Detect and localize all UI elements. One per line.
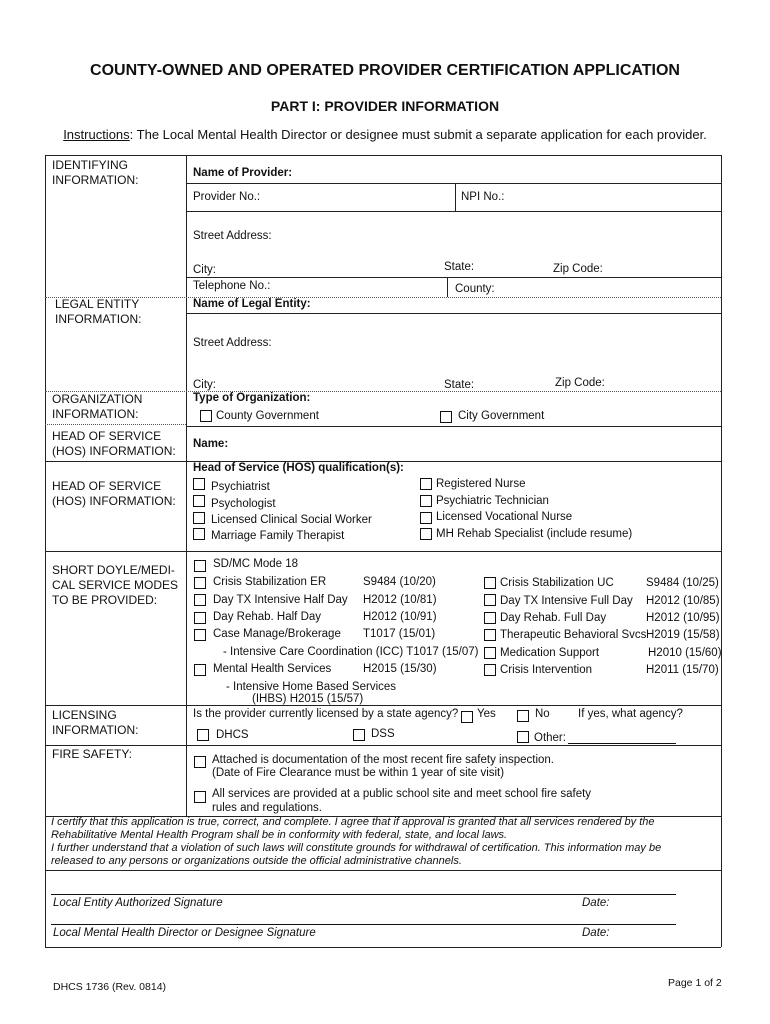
registered-nurse-checkbox[interactable] [420, 478, 432, 490]
psychologist-label: Psychologist [211, 498, 276, 510]
crisis-intervention-label: Crisis Intervention [500, 664, 593, 676]
county-label: County: [455, 283, 495, 295]
medication-support-checkbox[interactable] [484, 647, 496, 659]
left-divider-services [45, 551, 186, 552]
school-site-line2: rules and regulations. [212, 802, 322, 814]
mental-health-services-checkbox[interactable] [194, 664, 206, 676]
legal-state-label: State: [444, 379, 475, 391]
identifying-section-label: IDENTIFYING INFORMATION: [52, 158, 139, 187]
instructions-text: : The Local Mental Health Director or designee must submit a separate application for each provider. [129, 127, 707, 142]
school-site-line1: All services are provided at a public school site and meet school fire safety [212, 788, 592, 800]
licensed-no-checkbox[interactable] [517, 710, 529, 722]
day-rehab-full-label: Day Rehab. Full Day [500, 612, 607, 624]
left-divider-fire [45, 745, 186, 746]
certification-line4: released to any persons or organizations outside the official administrative channels. [51, 855, 462, 867]
crisis-stabilization-uc-label: Crisis Stabilization UC [500, 577, 614, 589]
mft-checkbox[interactable] [193, 528, 205, 540]
certification-line3: I further understand that a violation of such laws will constitute grounds for withdrawal of certification. This information may be [51, 842, 662, 854]
ihbs-label: - Intensive Home Based Services [226, 681, 397, 693]
licensed-no-label: No [535, 708, 550, 720]
legal-entity-row-divider [186, 313, 721, 314]
npi-divider [455, 183, 456, 211]
tbs-label: Therapeutic Behavioral Svcs [500, 629, 647, 641]
dss-checkbox[interactable] [353, 729, 365, 741]
day-tx-full-label: Day TX Intensive Full Day [500, 595, 633, 607]
type-of-organization-label: Type of Organization: [193, 392, 311, 404]
lcsw-label: Licensed Clinical Social Worker [211, 514, 372, 526]
form-title: COUNTY-OWNED AND OPERATED PROVIDER CERTIFICATION APPLICATION [90, 62, 680, 79]
dhcs-checkbox[interactable] [197, 729, 209, 741]
fire-inspection-line1: Attached is documentation of the most recent fire safety inspection. [212, 754, 554, 766]
case-manage-checkbox[interactable] [194, 629, 206, 641]
services-divider [186, 551, 721, 552]
city-label: City: [193, 264, 216, 276]
table-bottom-border [45, 947, 721, 948]
form-id: DHCS 1736 (Rev. 0814) [53, 981, 167, 993]
psychiatrist-checkbox[interactable] [193, 478, 205, 490]
column-divider [186, 155, 187, 817]
organization-section-label: ORGANIZATION INFORMATION: [52, 392, 143, 421]
day-tx-half-checkbox[interactable] [194, 594, 206, 606]
npi-no-label: NPI No.: [461, 191, 505, 203]
city-government-checkbox[interactable] [440, 411, 452, 423]
hos-qual-section-label: HEAD OF SERVICE (HOS) INFORMATION: [52, 479, 176, 508]
dss-label: DSS [371, 728, 395, 740]
psychiatrist-label: Psychiatrist [211, 481, 270, 493]
case-manage-code: T1017 (15/01) [363, 628, 436, 640]
ihbs-code: (IHBS) H2015 (15/57) [252, 693, 364, 705]
legal-entity-divider [45, 297, 721, 298]
hos-name-divider [186, 426, 721, 427]
legal-entity-section-label: LEGAL ENTITY INFORMATION: [55, 297, 142, 326]
day-tx-half-code: H2012 (10/81) [363, 594, 437, 606]
telephone-no-label: Telephone No.: [193, 280, 271, 292]
sdmc-mode-label: SD/MC Mode 18 [213, 558, 299, 570]
sdmc-mode-checkbox[interactable] [194, 560, 206, 572]
lcsw-checkbox[interactable] [193, 512, 205, 524]
page-number: Page 1 of 2 [668, 977, 722, 989]
licensing-section-label: LICENSING INFORMATION: [52, 708, 139, 737]
psychologist-checkbox[interactable] [193, 495, 205, 507]
day-tx-full-checkbox[interactable] [484, 594, 496, 606]
hos-name-section-label: HEAD OF SERVICE (HOS) INFORMATION: [52, 429, 176, 458]
hos-name-label: Name: [193, 438, 229, 450]
day-tx-full-code: H2012 (10/85) [646, 595, 720, 607]
school-site-checkbox[interactable] [194, 791, 206, 803]
county-government-checkbox[interactable] [200, 410, 212, 422]
psychiatric-technician-label: Psychiatric Technician [436, 495, 549, 507]
entity-signature-date-label: Date: [582, 897, 610, 909]
crisis-stabilization-er-code: S9484 (10/20) [363, 576, 436, 588]
name-of-provider-label: Name of Provider: [193, 167, 293, 179]
crisis-stabilization-uc-checkbox[interactable] [484, 577, 496, 589]
instructions-label: Instructions [63, 127, 130, 142]
entity-signature-label: Local Entity Authorized Signature [53, 897, 223, 909]
table-top-border [45, 155, 721, 156]
fire-section-label: FIRE SAFETY: [52, 747, 133, 761]
row-divider-provider [186, 183, 721, 184]
director-signature-date-label: Date: [582, 927, 610, 939]
licensing-divider [186, 705, 721, 706]
medication-support-code: H2010 (15/60) [648, 647, 722, 659]
zip-code-label: Zip Code: [553, 263, 603, 275]
legal-city-label: City: [193, 379, 216, 391]
other-agency-checkbox[interactable] [517, 731, 529, 743]
day-rehab-half-code: H2012 (10/91) [363, 611, 437, 623]
instructions [0, 127, 770, 142]
services-section-label: SHORT DOYLE/MEDI-CAL SERVICE MODES TO BE PROVIDED: [52, 563, 179, 607]
county-divider [447, 277, 448, 297]
entity-signature-line[interactable] [51, 894, 676, 895]
licensed-yes-label: Yes [477, 708, 496, 720]
organization-divider [45, 391, 721, 392]
left-divider-licensing [45, 705, 186, 706]
fire-inspection-checkbox[interactable] [194, 756, 206, 768]
table-right-border [721, 155, 722, 947]
case-manage-label: Case Manage/Brokerage [213, 628, 341, 640]
state-label: State: [444, 261, 475, 273]
legal-entity-name-label: Name of Legal Entity: [193, 298, 311, 310]
crisis-intervention-code: H2011 (15/70) [646, 664, 719, 676]
crisis-stabilization-uc-code: S9484 (10/25) [646, 577, 719, 589]
fire-inspection-line2: (Date of Fire Clearance must be within 1 year of site visit) [212, 767, 505, 779]
other-agency-label: Other: [534, 732, 566, 744]
fire-safety-divider [186, 745, 721, 746]
crisis-intervention-checkbox[interactable] [484, 664, 496, 676]
lvn-checkbox[interactable] [420, 512, 432, 524]
left-divider-hos [45, 461, 186, 462]
lvn-label: Licensed Vocational Nurse [436, 511, 573, 523]
mental-health-services-label: Mental Health Services [213, 663, 332, 675]
certification-line2: Rehabilitative Mental Health Program shall be in conformity with federal, state, and local laws. [51, 829, 508, 841]
left-divider-org [45, 424, 186, 425]
crisis-stabilization-er-checkbox[interactable] [194, 577, 206, 589]
hos-qualifications-heading: Head of Service (HOS) qualification(s): [193, 462, 404, 474]
other-agency-field[interactable] [568, 743, 676, 744]
tbs-code: H2019 (15/58) [646, 629, 720, 641]
medication-support-label: Medication Support [500, 647, 600, 659]
signature-divider [45, 870, 721, 871]
legal-zip-code-label: Zip Code: [555, 377, 605, 389]
crisis-stabilization-er-label: Crisis Stabilization ER [213, 576, 327, 588]
part-heading: PART I: PROVIDER INFORMATION [270, 98, 500, 114]
day-rehab-half-checkbox[interactable] [194, 612, 206, 624]
tbs-checkbox[interactable] [484, 629, 496, 641]
mental-health-services-code: H2015 (15/30) [363, 663, 437, 675]
dhcs-label: DHCS [216, 729, 249, 741]
mh-rehab-specialist-label: MH Rehab Specialist (include resume) [436, 528, 633, 540]
licensed-yes-checkbox[interactable] [461, 711, 473, 723]
city-government-label: City Government [458, 410, 545, 422]
county-government-label: County Government [216, 410, 319, 422]
row-divider-address [186, 211, 721, 212]
mft-label: Marriage Family Therapist [211, 530, 345, 542]
day-tx-half-label: Day TX Intensive Half Day [213, 594, 348, 606]
day-rehab-half-label: Day Rehab. Half Day [213, 611, 322, 623]
certification-line1: I certify that this application is true, correct, and complete. I agree that if approval is granted that all services rendered by the [51, 816, 655, 828]
legal-street-address-label: Street Address: [193, 337, 272, 349]
psychiatric-technician-checkbox[interactable] [420, 495, 432, 507]
day-rehab-full-code: H2012 (10/95) [646, 612, 720, 624]
director-signature-line[interactable] [51, 924, 676, 925]
street-address-label: Street Address: [193, 230, 272, 242]
director-signature-label: Local Mental Health Director or Designee Signature [53, 927, 316, 939]
registered-nurse-label: Registered Nurse [436, 478, 526, 490]
licensed-question: Is the provider currently licensed by a state agency? [193, 708, 459, 720]
if-yes-agency-label: If yes, what agency? [578, 708, 683, 720]
provider-no-label: Provider No.: [193, 191, 261, 203]
icc-label: - Intensive Care Coordination (ICC) T1017 (15/07) [223, 646, 479, 658]
mh-rehab-specialist-checkbox[interactable] [420, 528, 432, 540]
day-rehab-full-checkbox[interactable] [484, 612, 496, 624]
row-divider-phone [186, 277, 721, 278]
